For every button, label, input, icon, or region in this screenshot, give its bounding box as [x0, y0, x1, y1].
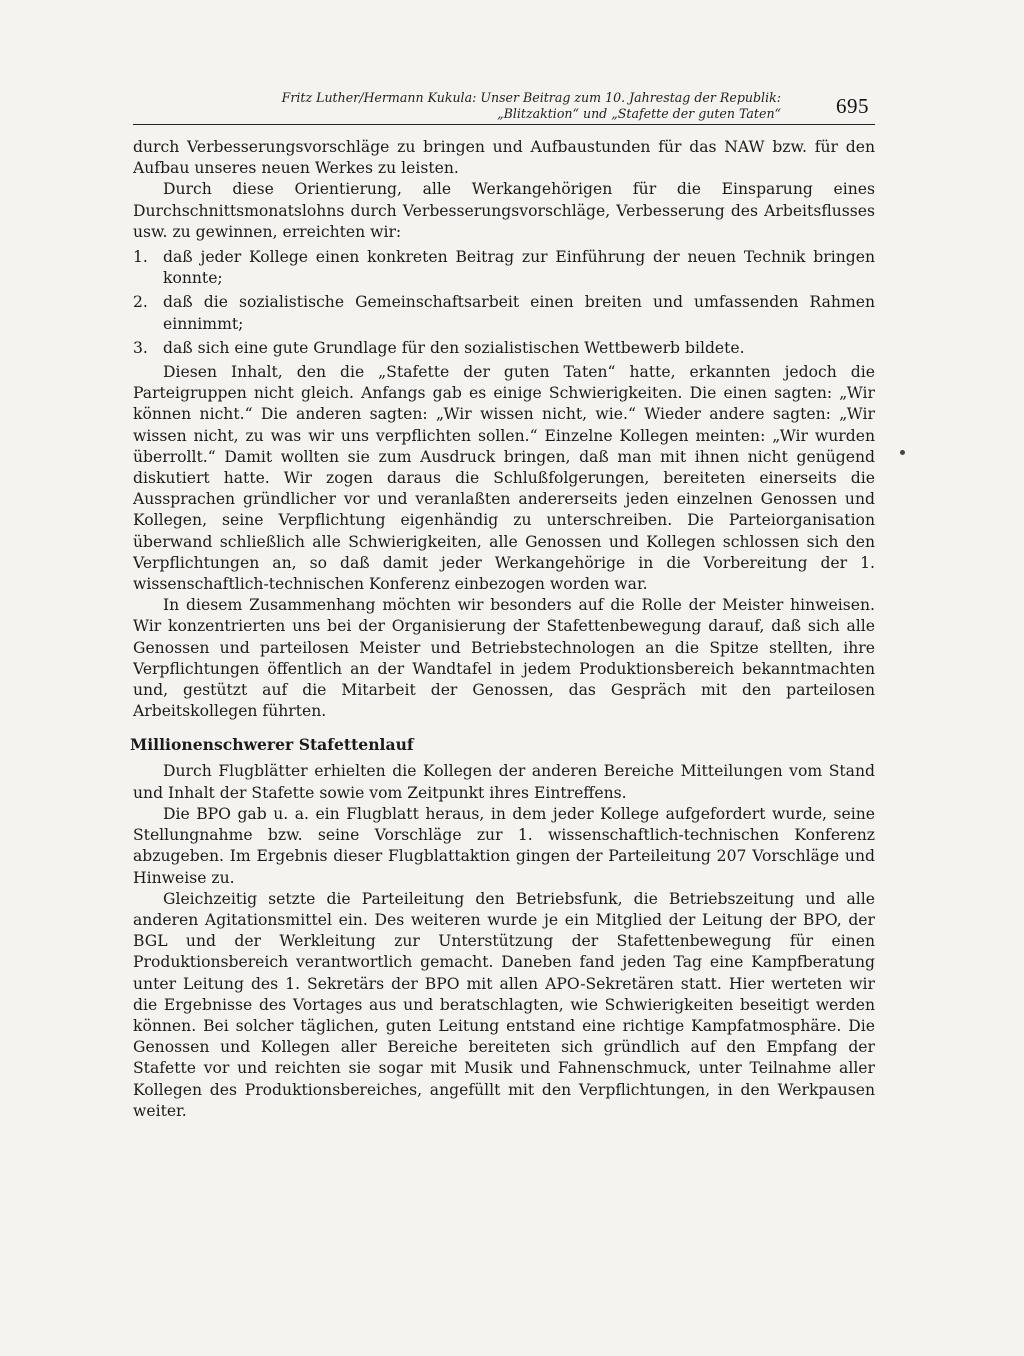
list-item — [133, 338, 875, 359]
running-head — [133, 88, 875, 125]
running-head-title — [141, 90, 781, 122]
list-item-text: daß die sozialistische Gemeinschaftsarbeit einen breiten und umfassenden Rahmen einnimmt; — [163, 293, 875, 333]
margin-dot-mark — [900, 450, 905, 455]
page-number: 695 — [836, 94, 869, 118]
paragraph: durch Verbesserungsvorschläge zu bringen und Aufbaustunden für das NAW bzw. für den Aufbau unseres neuen Werkes zu leisten. — [133, 138, 875, 178]
paragraph: Durch Flugblätter erhielten die Kollegen der anderen Bereiche Mitteilungen vom Stand und Inhalt der Stafette sowie vom Zeitpunkt ihres Eintreffens. — [133, 762, 875, 802]
running-head-line-1: Fritz Luther/Hermann Kukula: Unser Beitrag zum 10. Jahrestag der Republik: — [281, 90, 781, 105]
list-item-number: 1. — [133, 248, 148, 267]
article-body — [130, 137, 875, 1122]
book-page — [130, 88, 875, 1122]
paragraph: Gleichzeitig setzte die Parteileitung den Betriebsfunk, die Betriebszeitung und alle anderen Agitationsmittel ein. Des weiteren wurde je ein Mitglied der Leitung der BPO, der BGL und der Werkleitung zur Unterstützung der Stafettenbewegung für einen Produktionsbereich verantwortlich gemacht. Daneben fand jeden Tag eine Kampfberatung unter Leitung des 1. Sekretärs der BPO mit allen APO-Sekretären statt. Hier werteten wir die Ergebnisse des Vortages aus und beratschlagten, wie Schwierigkeiten beseitigt werden können. Bei solcher täglichen, guten Leitung entstand eine richtige Kampfatmosphäre. Die Genossen und Kollegen aller Bereiche bereiteten sich gründlich auf den Empfang der Stafette vor und reichten sie sogar mit Musik und Fahnenschmuck, unter Teilnahme aller Kollegen des Produktionsbereiches, angefüllt mit den Verpflichtungen, in den Werkpausen weiter. — [133, 889, 875, 1120]
paragraph: Durch diese Orientierung, alle Werkangehörigen für die Einsparung eines Durchschnittsmonatslohns durch Verbesserungsvorschläge, Verbesserung des Arbeitsflusses usw. zu gewinnen, erreichten wir: — [133, 180, 875, 241]
list-item-text: daß jeder Kollege einen konkreten Beitrag zur Einführung der neuen Technik bringen konnte; — [163, 248, 875, 288]
paragraph: Die BPO gab u. a. ein Flugblatt heraus, in dem jeder Kollege aufgefordert wurde, seine Stellungnahme bzw. seine Vorschläge zur 1. wissenschaftlich-technischen Konferenz abzugeben. Im Ergebnis dieser Flugblattaktion gingen der Parteileitung 207 Vorschläge und Hinweise zu. — [133, 804, 875, 887]
list-item — [133, 247, 875, 289]
list-item-text: daß sich eine gute Grundlage für den sozialistischen Wettbewerb bildete. — [163, 338, 745, 357]
running-head-line-2: „Blitzaktion“ und „Stafette der guten Taten“ — [497, 106, 781, 121]
list-item-number: 2. — [133, 293, 148, 312]
numbered-list — [133, 247, 875, 359]
section-heading: Millionenschwerer Stafettenlauf — [130, 735, 414, 755]
paragraph: Diesen Inhalt, den die „Stafette der guten Taten“ hatte, erkannten jedoch die Parteigruppen nicht gleich. Anfangs gab es einige Schwierigkeiten. Die einen sagten: „Wir können nicht.“ Die anderen sagten: „Wir wissen nicht, wie.“ Wieder andere sagten: „Wir wissen nicht, zu was wir uns verpflichten sollen.“ Einzelne Kollegen meinten: „Wir wurden überrollt.“ Damit wollten sie zum Ausdruck bringen, daß man mit ihnen nicht genügend diskutiert hatte. Wir zogen daraus die Schlußfolgerungen, bereiteten einerseits die Aussprachen gründlicher vor und veranlaßten andererseits jeden einzelnen Genossen und Kollegen, seine Verpflichtung eigenhändig zu unterschreiben. Die Parteiorganisation überwand schließlich alle Schwierigkeiten, alle Genossen und Kollegen schlossen sich den Verpflichtungen an, so daß damit jeder Werkangehörige in die Vorbereitung der 1. wissenschaftlich-technischen Konferenz einbezogen worden war. — [133, 363, 875, 594]
list-item-number: 3. — [133, 338, 148, 357]
paragraph: In diesem Zusammenhang möchten wir besonders auf die Rolle der Meister hinweisen. Wir konzentrierten uns bei der Organisierung der Stafettenbewegung darauf, daß sich alle Genossen und parteilosen Meister und Betriebstechnologen an die Spitze stellten, ihre Verpflichtungen öffentlich an der Wandtafel in jedem Produktionsbereich bekanntmachten und, gestützt auf die Mitarbeit der Genossen, das Gespräch mit den parteilosen Arbeitskollegen führten. — [133, 596, 875, 721]
list-item — [133, 292, 875, 334]
